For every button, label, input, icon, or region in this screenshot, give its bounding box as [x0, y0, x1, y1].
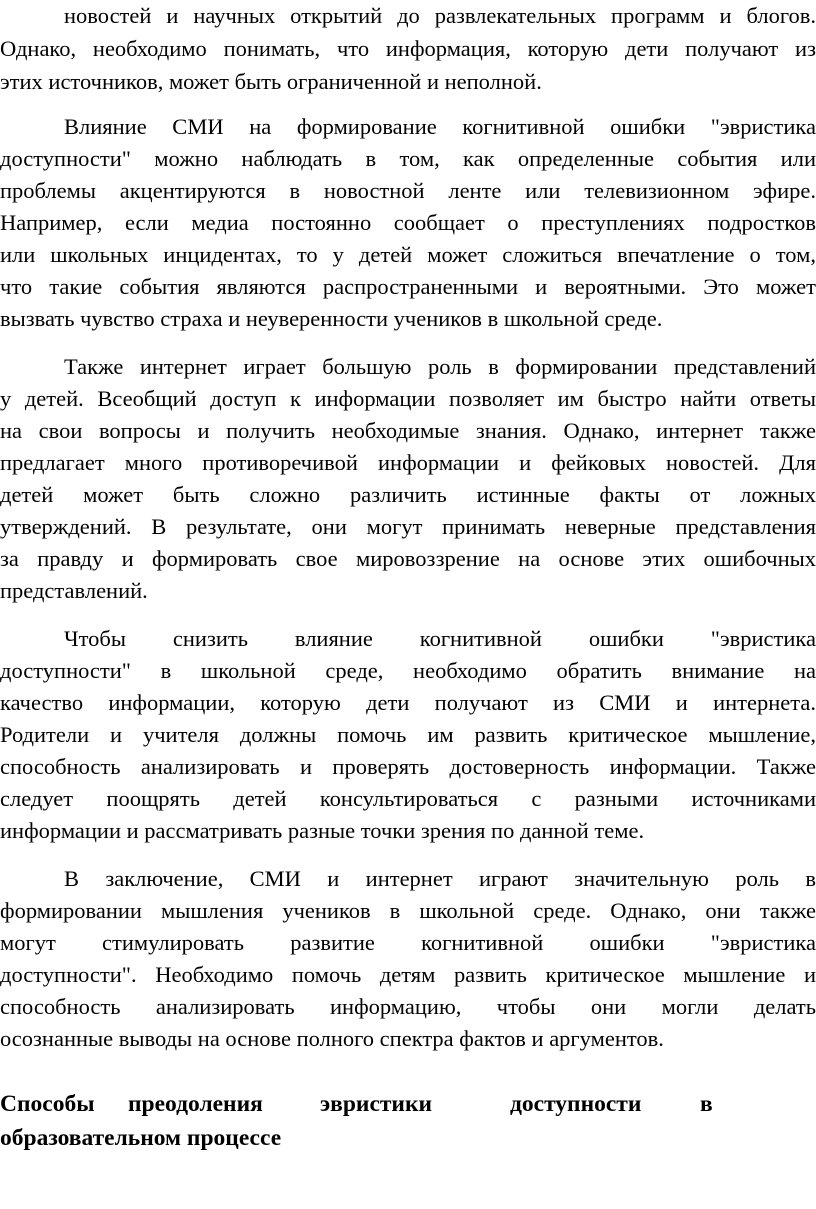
paragraph-line: качество информации, которую дети получают из СМИ и интернета.: [0, 690, 816, 715]
paragraph-line: новостей и научных открытий до развлекательных программ и блогов.: [64, 3, 816, 28]
paragraph-line: Например, если медиа постоянно сообщает о преступлениях подростков: [0, 210, 816, 235]
paragraph-line: Однако, необходимо понимать, что информация, которую дети получают из: [0, 36, 816, 61]
paragraph-line: вызвать чувство страха и неуверенности учеников в школьной среде.: [0, 306, 663, 331]
paragraph-line: следует поощрять детей консультироваться с разными источниками: [0, 786, 816, 811]
heading-word: в: [700, 1091, 713, 1117]
heading-word: преодоления: [128, 1091, 263, 1117]
paragraph-line: проблемы акцентируются в новостной ленте или телевизионном эфире.: [0, 178, 816, 203]
paragraph-line: формировании мышления учеников в школьной среде. Однако, они также: [0, 898, 816, 923]
paragraph-line: у детей. Всеобщий доступ к информации позволяет им быстро найти ответы: [0, 386, 816, 411]
paragraph-line: детей может быть сложно различить истинные факты от ложных: [0, 482, 816, 507]
heading-word: эвристики: [320, 1091, 433, 1117]
heading-word: Способы: [0, 1091, 95, 1117]
paragraph-line: доступности" можно наблюдать в том, как определенные события или: [0, 146, 816, 171]
paragraph-line: Родители и учителя должны помочь им развить критическое мышление,: [0, 722, 816, 747]
heading-word: доступности: [510, 1091, 642, 1117]
paragraph-line: Чтобы снизить влияние когнитивной ошибки "эвристика: [64, 626, 816, 651]
paragraph-line: способность анализировать и проверять достоверность информации. Также: [0, 754, 816, 779]
paragraph-line: этих источников, может быть ограниченной и неполной.: [0, 69, 542, 94]
paragraph-line: осознанные выводы на основе полного спектра фактов и аргументов.: [0, 1026, 664, 1051]
paragraph-line: утверждений. В результате, они могут принимать неверные представления: [0, 514, 816, 539]
paragraph-line: на свои вопросы и получить необходимые знания. Однако, интернет также: [0, 418, 816, 443]
section-heading-line-2: образовательном процессе: [0, 1125, 282, 1151]
paragraph-line: способность анализировать информацию, чтобы они могли делать: [0, 994, 816, 1019]
paragraph-line: информации и рассматривать разные точки зрения по данной теме.: [0, 818, 645, 843]
section-heading-line-1: [0, 1087, 816, 1121]
paragraph-line: предлагает много противоречивой информации и фейковых новостей. Для: [0, 450, 816, 475]
paragraph-line: доступности" в школьной среде, необходимо обратить внимание на: [0, 658, 816, 683]
paragraph-line: или школьных инцидентах, то у детей может сложиться впечатление о том,: [0, 242, 816, 267]
paragraph-line: представлений.: [0, 578, 148, 603]
paragraph-line: могут стимулировать развитие когнитивной ошибки "эвристика: [0, 930, 816, 955]
paragraph-line: доступности". Необходимо помочь детям развить критическое мышление и: [0, 962, 816, 987]
paragraph-line: Влияние СМИ на формирование когнитивной ошибки "эвристика: [64, 114, 816, 139]
paragraph-line: что такие события являются распространенными и вероятными. Это может: [0, 274, 816, 299]
paragraph-line: В заключение, СМИ и интернет играют значительную роль в: [64, 866, 816, 891]
paragraph-line: Также интернет играет большую роль в формировании представлений: [64, 354, 816, 379]
paragraph-line: за правду и формировать свое мировоззрение на основе этих ошибочных: [0, 546, 816, 571]
